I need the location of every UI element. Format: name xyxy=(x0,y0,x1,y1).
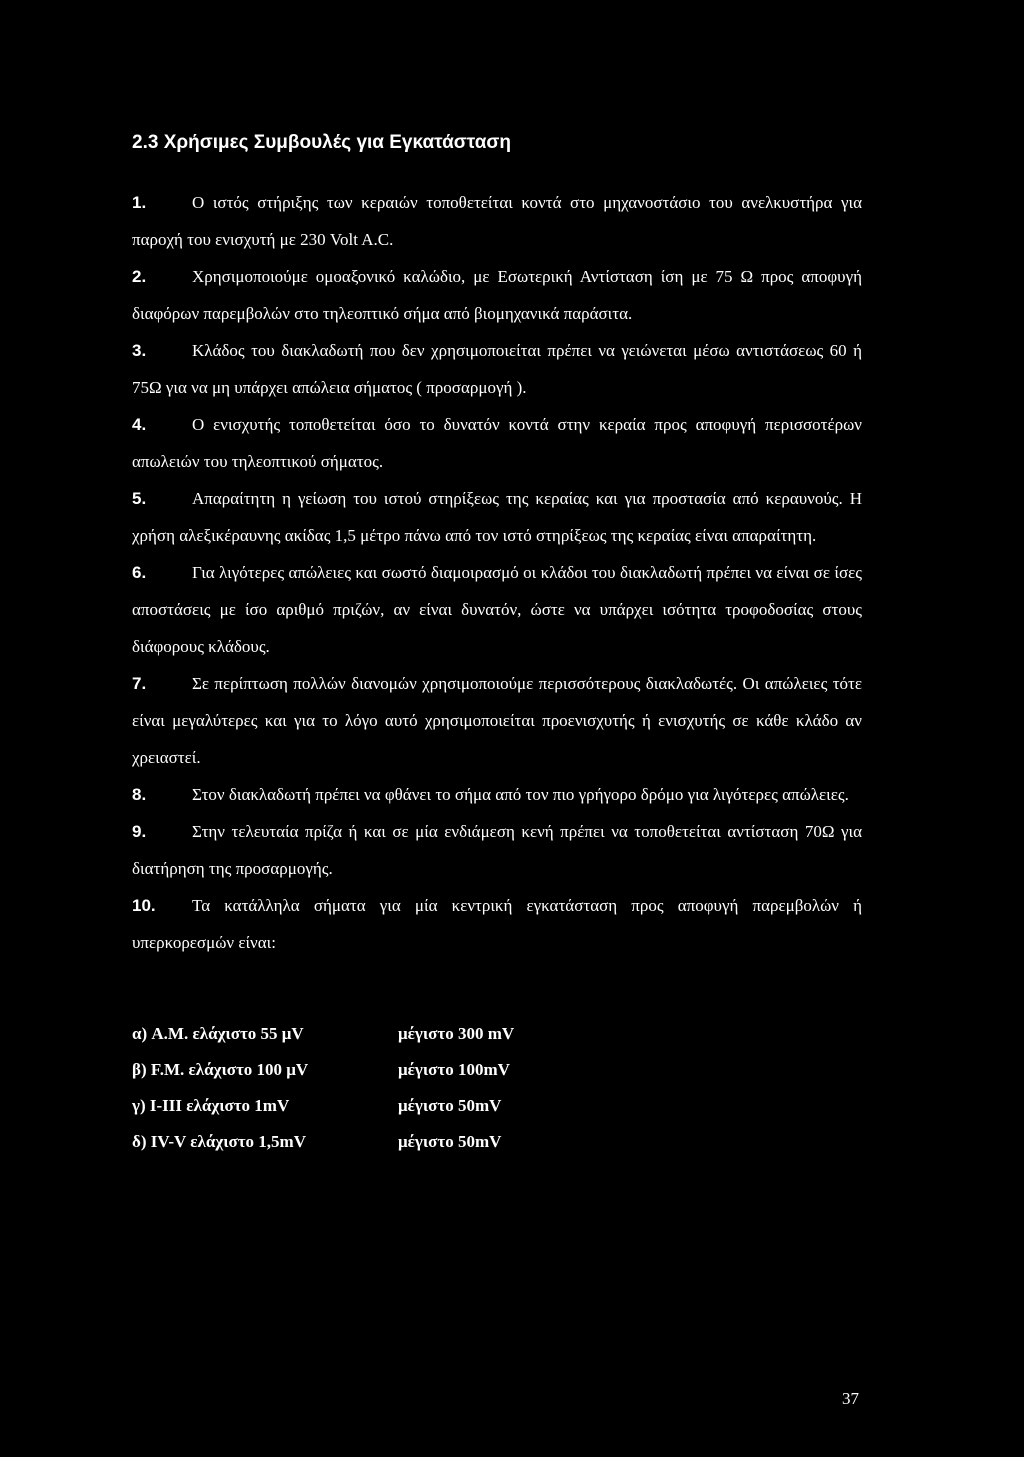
list-item xyxy=(132,332,862,406)
list-item xyxy=(132,480,862,554)
tip-text: Τα κατάλληλα σήματα για μία κεντρική εγκατάσταση προς αποφυγή παρεμβολών ή υπερκορεσμών είναι: xyxy=(132,896,862,952)
tip-text: Σε περίπτωση πολλών διανομών χρησιμοποιούμε περισσότερους διακλαδωτές. Οι απώλειες τότε είναι μεγαλύτερες και για το λόγο αυτό χρησιμοποιείται προενισχυτής ή ενισχυτής σε κάθε κλάδο αν χρειαστεί. xyxy=(132,674,862,767)
signal-level-min: δ) IV-V ελάχιστο 1,5mV xyxy=(132,1132,306,1151)
tip-text: Στην τελευταία πρίζα ή και σε μία ενδιάμεση κενή πρέπει να τοποθετείται αντίσταση 70Ω για διατήρηση της προσαρμογής. xyxy=(132,822,862,878)
signal-level-min: α) A.M. ελάχιστο 55 μV xyxy=(132,1024,304,1043)
tip-text: Κλάδος του διακλαδωτή που δεν χρησιμοποιείται πρέπει να γειώνεται μέσω αντιστάσεως 60 ή 75Ω για να μη υπάρχει απώλεια σήματος ( προσαρμογή ). xyxy=(132,341,862,397)
tip-text: Στον διακλαδωτή πρέπει να φθάνει το σήμα από τον πιο γρήγορο δρόμο για λιγότερες απώλειες. xyxy=(192,785,849,804)
list-item xyxy=(132,554,862,665)
tip-number: 4. xyxy=(132,415,147,434)
installation-tips-list xyxy=(132,184,862,961)
tip-number: 3. xyxy=(132,341,147,360)
tip-text: Ο ιστός στήριξης των κεραιών τοποθετείται κοντά στο μηχανοστάσιο του ανελκυστήρα για παροχή του ενισχυτή με 230 Volt A.C. xyxy=(132,193,862,249)
signal-level-min: γ) I-III ελάχιστο 1mV xyxy=(132,1096,290,1115)
list-item xyxy=(132,776,862,813)
tip-number: 6. xyxy=(132,563,147,582)
list-item xyxy=(132,258,862,332)
tip-number: 7. xyxy=(132,674,147,693)
tip-number: 5. xyxy=(132,489,147,508)
list-item xyxy=(132,887,862,961)
tip-text: Απαραίτητη η γείωση του ιστού στηρίξεως της κεραίας και για προστασία από κεραυνούς. Η χρήση αλεξικέραυνης ακίδας 1,5 μέτρο πάνω από τον ιστό στηρίξεως της κεραίας είναι απαραίτητη. xyxy=(132,489,862,545)
tip-text: Χρησιμοποιούμε ομοαξονικό καλώδιο, με Εσωτερική Αντίσταση ίση με 75 Ω προς αποφυγή διαφόρων παρεμβολών στο τηλεοπτικό σήμα από βιομηχανικά παράσιτα. xyxy=(132,267,862,323)
signal-level-max: μέγιστο 300 mV xyxy=(398,1024,515,1043)
signal-level-max: μέγιστο 50mV xyxy=(398,1132,502,1151)
signal-level-max: μέγιστο 100mV xyxy=(398,1060,510,1079)
tip-number: 8. xyxy=(132,785,147,804)
tip-text: Για λιγότερες απώλειες και σωστό διαμοιρασμό οι κλάδοι του διακλαδωτή πρέπει να είναι σε ίσες αποστάσεις με ίσο αριθμό πριζών, αν είναι δυνατόν, ώστε να υπάρχει ισότητα τροφοδοσίας στους διάφορους κλάδους. xyxy=(132,563,862,656)
list-item xyxy=(132,406,862,480)
page-number: 37 xyxy=(842,1389,859,1408)
list-item xyxy=(132,665,862,776)
tip-number: 1. xyxy=(132,193,147,212)
list-item xyxy=(132,184,862,258)
list-item xyxy=(132,813,862,887)
signal-level-min: β) F.M. ελάχιστο 100 μV xyxy=(132,1060,309,1079)
tip-number: 2. xyxy=(132,267,147,286)
signal-level-max: μέγιστο 50mV xyxy=(398,1096,502,1115)
tip-text: Ο ενισχυτής τοποθετείται όσο το δυνατόν κοντά στην κεραία προς αποφυγή περισσοτέρων απωλειών του τηλεοπτικού σήματος. xyxy=(132,415,862,471)
section-title: 2.3 Χρήσιμες Συμβουλές για Εγκατάσταση xyxy=(132,132,511,153)
tip-number: 9. xyxy=(132,822,147,841)
tip-number: 10. xyxy=(132,896,156,915)
page-content xyxy=(132,131,862,961)
